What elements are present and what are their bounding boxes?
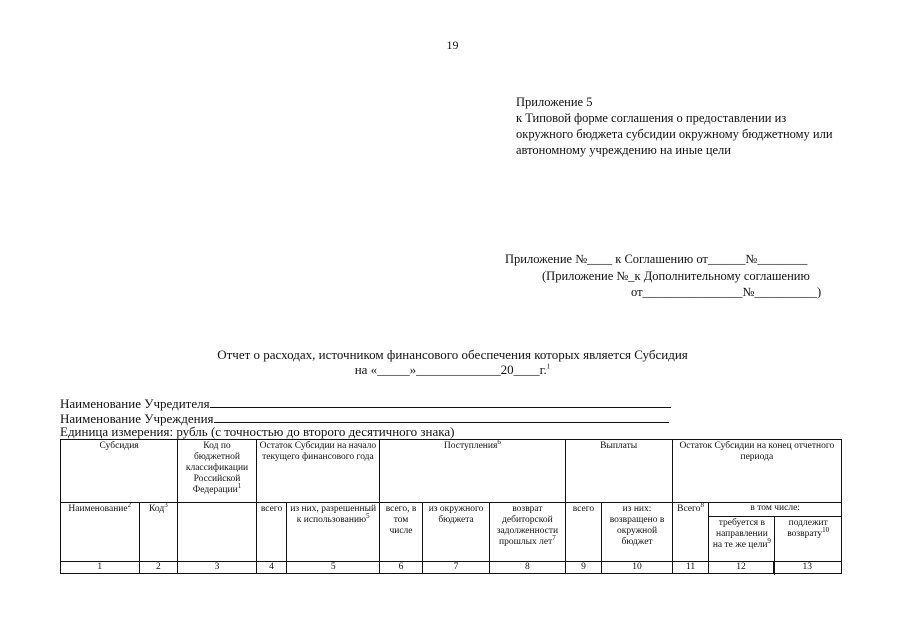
subheader-code: Код$^3$ [139, 503, 178, 562]
table-subheader-row [61, 503, 842, 562]
subheader-required: требуется в направлении на те же цели$^9$ [709, 517, 775, 575]
subheader-total-start: всего [256, 503, 287, 562]
subheader-returned: из них: возвращено в окружной бюджет [602, 503, 672, 562]
header-receipts: Поступления$^6$ [380, 440, 566, 503]
institution-label: Наименование Учреждения [60, 410, 214, 426]
table-header-row [61, 440, 842, 503]
agreement-line-3: от________________№__________) [631, 285, 822, 299]
col-number: 8 [490, 562, 565, 574]
subheader-name: Наименование$^2$ [61, 503, 140, 562]
report-title-line-1: Отчет о расходах, источником финансового обеспечения которых является Субсидия [217, 347, 688, 362]
founder-row [60, 396, 700, 411]
founder-label: Наименование Учредителя [60, 396, 210, 411]
col-number: 2 [139, 562, 178, 574]
report-meta [60, 396, 700, 439]
subheader-debt-return: возврат дебиторской задолженности прошлых лет$^7$ [490, 503, 565, 562]
col-number: 13 [773, 562, 841, 574]
agreement-reference [505, 251, 850, 301]
col-number: 6 [380, 562, 423, 574]
col-number: 3 [178, 562, 257, 574]
appendix-text: к Типовой форме соглашения о предоставлении из окружного бюджета субсидии окружному бюджетному или автономному учреждению на иные цели [516, 111, 833, 157]
report-table [60, 439, 842, 574]
unit-row [60, 425, 700, 439]
agreement-line-2: (Приложение №_к Дополнительному соглашению [542, 268, 810, 283]
report-date-template: на «_____»_____________20____г. [354, 362, 547, 377]
founder-field[interactable] [210, 396, 671, 408]
col-number: 1 [61, 562, 140, 574]
institution-row [60, 411, 700, 426]
agreement-line-1: Приложение №____ к Соглашению от______№________ [505, 252, 808, 266]
appendix-note [516, 94, 846, 158]
header-balance-end: Остаток Субсидии на конец отчетного периода [672, 440, 841, 503]
header-subsidy: Субсидия [61, 440, 178, 503]
col-number: 12 [709, 562, 773, 574]
subheader-total-receipts: всего, в том числе [380, 503, 423, 562]
subheader-empty [178, 503, 257, 562]
header-balance-start: Остаток Субсидии на начало текущего финансового года [256, 440, 379, 503]
col-number: 4 [256, 562, 287, 574]
subheader-from-district: из окружного бюджета [422, 503, 489, 562]
appendix-title: Приложение 5 [516, 95, 593, 109]
subheader-to-return: подлежит возврату$^{10}$ [787, 518, 830, 539]
footnote-marker: 1 [546, 362, 551, 371]
page-number: 19 [446, 38, 459, 52]
unit-label: Единица измерения: рубль (с точностью до второго десятичного знака) [60, 424, 455, 439]
subheader-including-label: в том числе: [709, 503, 841, 517]
report-title [0, 347, 905, 377]
col-number: 11 [672, 562, 709, 574]
subheader-total-payments: всего [565, 503, 602, 562]
subheader-including [709, 503, 842, 562]
header-payments: Выплаты [565, 440, 672, 503]
col-number: 5 [287, 562, 380, 574]
subheader-allowed: из них, разрешенный к использованию$^5$ [287, 503, 380, 562]
report-title-line-2 [0, 362, 905, 377]
institution-field[interactable] [214, 411, 669, 423]
col-number: 7 [422, 562, 489, 574]
subheader-total-end: Всего$^8$ [672, 503, 709, 562]
header-budget-code: Код по бюджетной классификации Российской Федерации$^1$ [178, 440, 257, 503]
col-number: 9 [565, 562, 602, 574]
subheader-including-split [709, 517, 841, 575]
col-number: 10 [602, 562, 672, 574]
